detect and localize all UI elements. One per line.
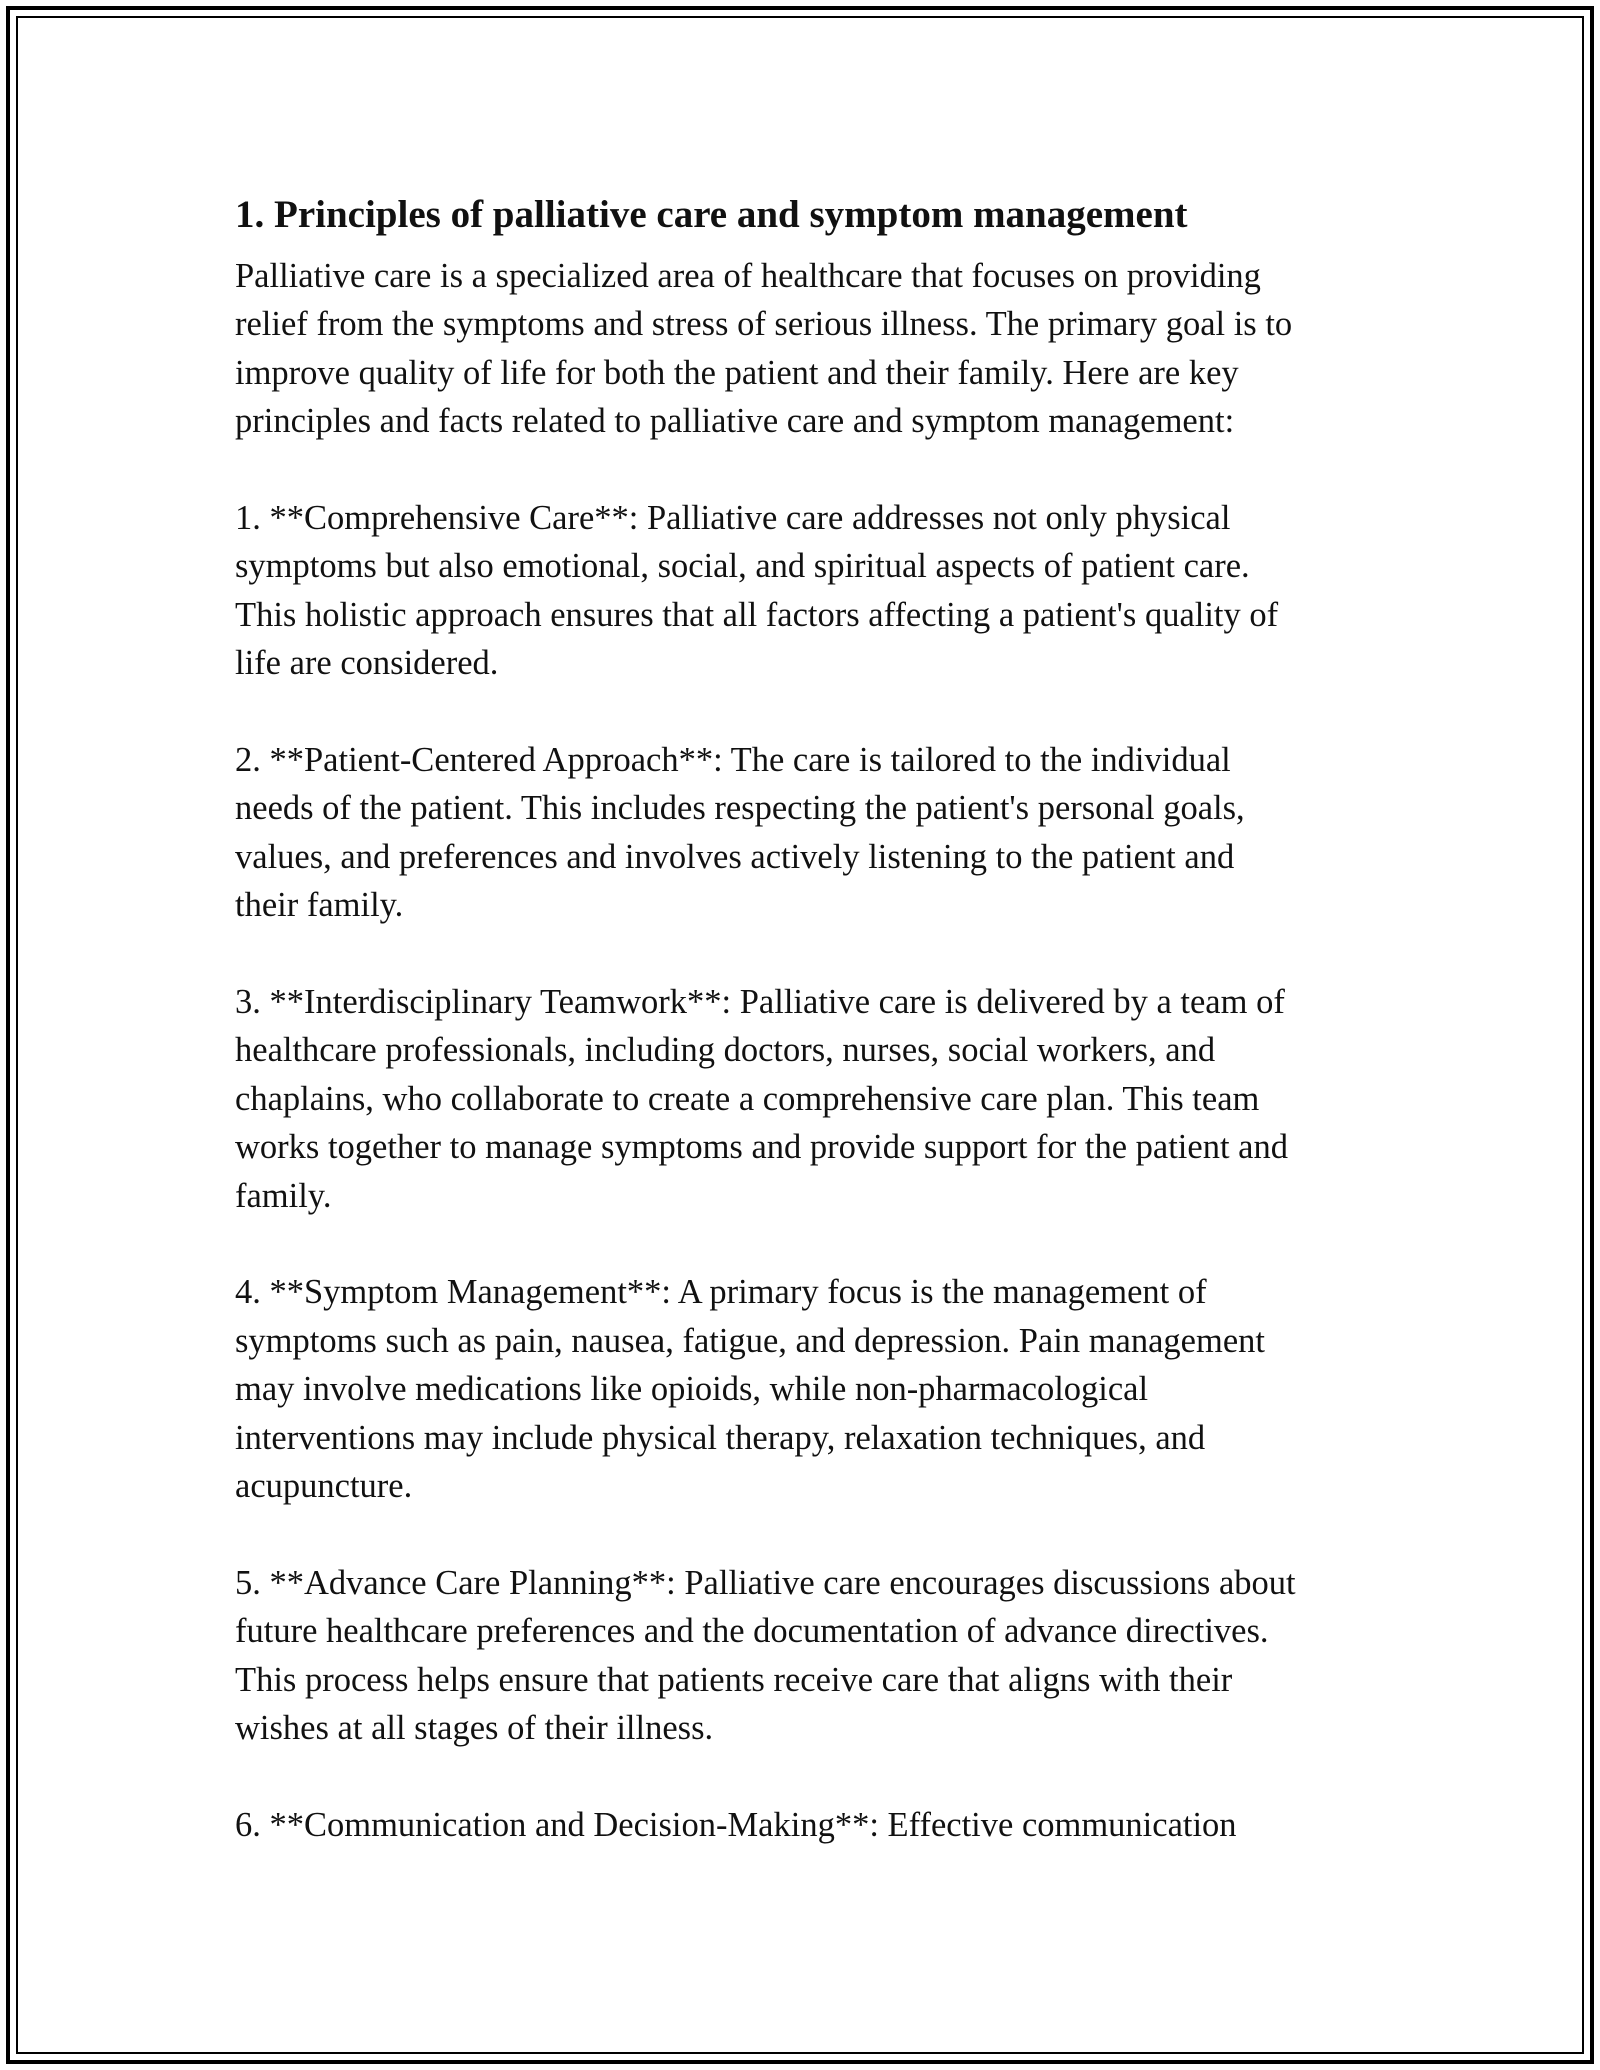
- principle-interdisciplinary-teamwork: 3. **Interdisciplinary Teamwork**: Palliative care is delivered by a team of healthcare professionals, including doctors, nurses, social workers, and chaplains, who collaborate to create a comprehensive care plan. This team works together to manage symptoms and provide support for the patient and family.: [235, 983, 1288, 1215]
- document-body: [235, 180, 1400, 1849]
- principle-patient-centered-approach: 2. **Patient-Centered Approach**: The care is tailored to the individual needs of the patient. This includes respecting the patient's personal goals, values, and preferences and involves actively listening to the patient and their family.: [235, 741, 1245, 925]
- principle-comprehensive-care: 1. **Comprehensive Care**: Palliative care addresses not only physical symptoms but also emotional, social, and spiritual aspects of patient care. This holistic approach ensures that all factors affecting a patient's quality of life are considered.: [235, 499, 1279, 683]
- section-heading: 1. Principles of palliative care and symptom management: [235, 193, 1188, 236]
- principle-symptom-management: 4. **Symptom Management**: A primary focus is the management of symptoms such as pain, nausea, fatigue, and depression. Pain management may involve medications like opioids, while non-pharmacological interventions may include physical therapy, relaxation techniques, and acupuncture.: [235, 1273, 1265, 1506]
- principle-communication-decision-making: 6. **Communication and Decision-Making**: Effective communication: [235, 1805, 1237, 1844]
- intro-paragraph: Palliative care is a specialized area of healthcare that focuses on providing relief from the symptoms and stress of serious illness. The primary goal is to improve quality of life for both the patient and their family. Here are key principles and facts related to palliative care and symptom management:: [235, 257, 1293, 441]
- principle-advance-care-planning: 5. **Advance Care Planning**: Palliative care encourages discussions about future healthcare preferences and the documentation of advance directives. This process helps ensure that patients receive care that aligns with their wishes at all stages of their illness.: [235, 1563, 1296, 1748]
